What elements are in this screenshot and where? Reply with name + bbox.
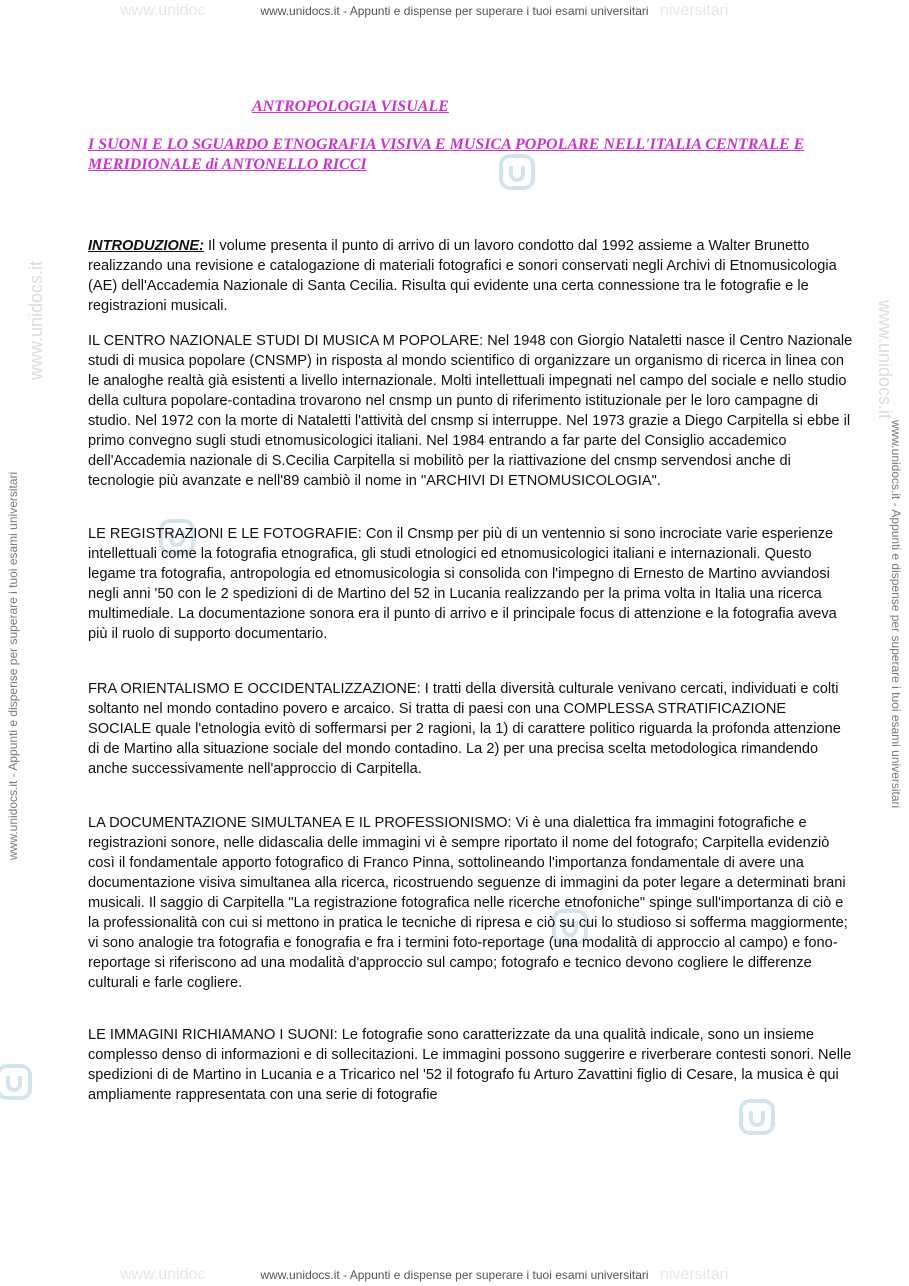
paragraph-centro-nazionale: IL CENTRO NAZIONALE STUDI DI MUSICA M POPOLARE: Nel 1948 con Giorgio Nataletti nasce il Centro Nazionale studi di musica popolare (CNSMP) in risposta al mondo scientifico di organizzare un organismo di ricerca in linea con le analoghe realtà già esistenti a livello internazionale. Molti intellettuali impegnati nel campo del sociale e nello studio della cultura popolare-contadina trovarono nel cnsmp un punto di riferimento istituzionale per le loro campagne di studio. Nel 1972 con la morte di Nataletti l'attività del cnsmp si interruppe. Nel 1973 grazie a Diego Carpitella si ebbe il primo convegno sugli studi etnomusicologici italiani. Nel 1984 entrando a far parte del Consiglio accademico dell'Accademia nazionale di S.Cecilia Carpitella si mobilitò per la riattivazione del cnsmp servendosi anche di tecnologie più avanzate e nell'89 cambiò il nome in "ARCHIVI DI ETNOMUSICOLOGIA".	[88, 333, 853, 489]
watermark-banner-top: www.unidocs.it - Appunti e dispense per superare i tuoi esami universitari	[260, 4, 649, 18]
watermark-vertical-faint-right: www.unidocs.it	[875, 300, 895, 420]
watermark-banner-bottom: www.unidocs.it - Appunti e dispense per superare i tuoi esami universitari	[260, 1268, 649, 1282]
watermark-ghost-left-bottom: www.unidoc	[120, 1266, 206, 1283]
paragraph-orientalismo: FRA ORIENTALISMO E OCCIDENTALIZZAZIONE: I tratti della diversità culturale venivano cercati, individuati e colti soltanto nel mondo contadino povero e arcaico. Si tratta di paesi con una COMPLESSA STRATIFICAZIONE SOCIALE quale l'etnologia evitò di soffermarsi per 2 ragioni, la 1) di carattere politico riguarda la profonda attenzione di de Martino alla situazione sociale del mondo contadino. La 2) per una precisa scelta metodologica rimandendo anche successivamente nell'approccio di Carpitella.	[88, 681, 841, 777]
document-subtitle: I SUONI E LO SGUARDO ETNOGRAFIA VISIVA E MUSICA POPOLARE NELL'ITALIA CENTRALE E MERIDIONALE di ANTONELLO RICCI	[88, 136, 805, 173]
watermark-ghost-right-bottom: niversitari	[660, 1266, 729, 1283]
intro-label: INTRODUZIONE:	[88, 238, 204, 254]
paragraph-immagini-suoni: LE IMMAGINI RICHIAMANO I SUONI: Le fotografie sono caratterizzate da una qualità indicale, sono un insieme complesso denso di informazioni e di sollecitazioni. Le immagini possono suggerire e riverberare contesti sonori. Nelle spedizioni di de Martino in Lucania e a Tricarico nel '52 il fotografo fu Arturo Zavattini figlio di Cesare, la musica è qui ampliamente rappresentata con una serie di fotografie	[88, 1027, 852, 1103]
watermark-vertical-faint-left: www.unidocs.it	[26, 260, 46, 380]
watermark-ghost-right: niversitari	[660, 2, 729, 19]
document-title: ANTROPOLOGIA VISUALE	[252, 98, 449, 115]
watermark-vertical-right: www.unidocs.it - Appunti e dispense per superare i tuoi esami universitari	[889, 420, 903, 809]
intro-text: Il volume presenta il punto di arrivo di un lavoro condotto dal 1992 assieme a Walter Brunetto realizzando una revisione e catalogazione di materiali fotografici e sonori conservati negli Archivi di Etnomusicologia (AE) dell'Accademia Nazionale di Santa Cecilia. Risulta qui evidente una certa connessione tra le fotografie e le registrazioni musicali.	[88, 238, 837, 314]
unidocs-logo-icon	[0, 1060, 36, 1104]
paragraph-documentazione-simultanea: LA DOCUMENTAZIONE SIMULTANEA E IL PROFESSIONISMO: Vi è una dialettica fra immagini fotografiche e registrazioni sonore, nelle didascalia delle immagini vi è sempre riportato il nome del fotografo; Carpitella evidenziò così il fondamentale apporto fotografico di Franco Pinna, sottolineando l'importanza fondamentale di avere una documentazione visiva simultanea alla ricerca, ricostruendo seguenze di immagini da poter legare a determinati brani musicali. Il saggio di Carpitella "La registrazione fotografica nelle ricerche etnofoniche" spinge sull'importanza di ciò e la professionalità con cui si mettono in pratica le tecniche di ripresa e ciò su cui lo studioso si sofferma maggiormente; vi sono analogie tra fotografia e fonografia e fra i termini foto-reportage (una modalità di approccio al campo) e fono-reportage si riferiscono ad una modalità d'approccio sul campo; fotografo e tecnico devono cogliere le differenze culturali e farle cogliere.	[88, 815, 848, 991]
watermark-ghost-left: www.unidoc	[120, 2, 206, 19]
paragraph-registrazioni-fotografie: LE REGISTRAZIONI E LE FOTOGRAFIE: Con il Cnsmp per più di un ventennio si sono incrociate varie esperienze intellettuali come la fotografia etnografica, gli studi etnologici ed etnomusicologici italiani e internazionali. Questo legame tra fotografia, antropologia ed etnomusicologia si consolida con l'impegno di Ernesto de Martino avviandosi negli anni '50 con le 2 spedizioni di de Martino del 52 in Lucania realizzando per la prima volta in Italia una ricerca multimediale. La documentazione sonora era il punto di arrivo e il principale focus di attenzione e la fotografia aveva più il ruolo di supporto documentario.	[88, 526, 837, 642]
watermark-vertical-left: www.unidocs.it - Appunti e dispense per superare i tuoi esami universitari	[6, 471, 20, 860]
intro-paragraph	[88, 236, 853, 316]
